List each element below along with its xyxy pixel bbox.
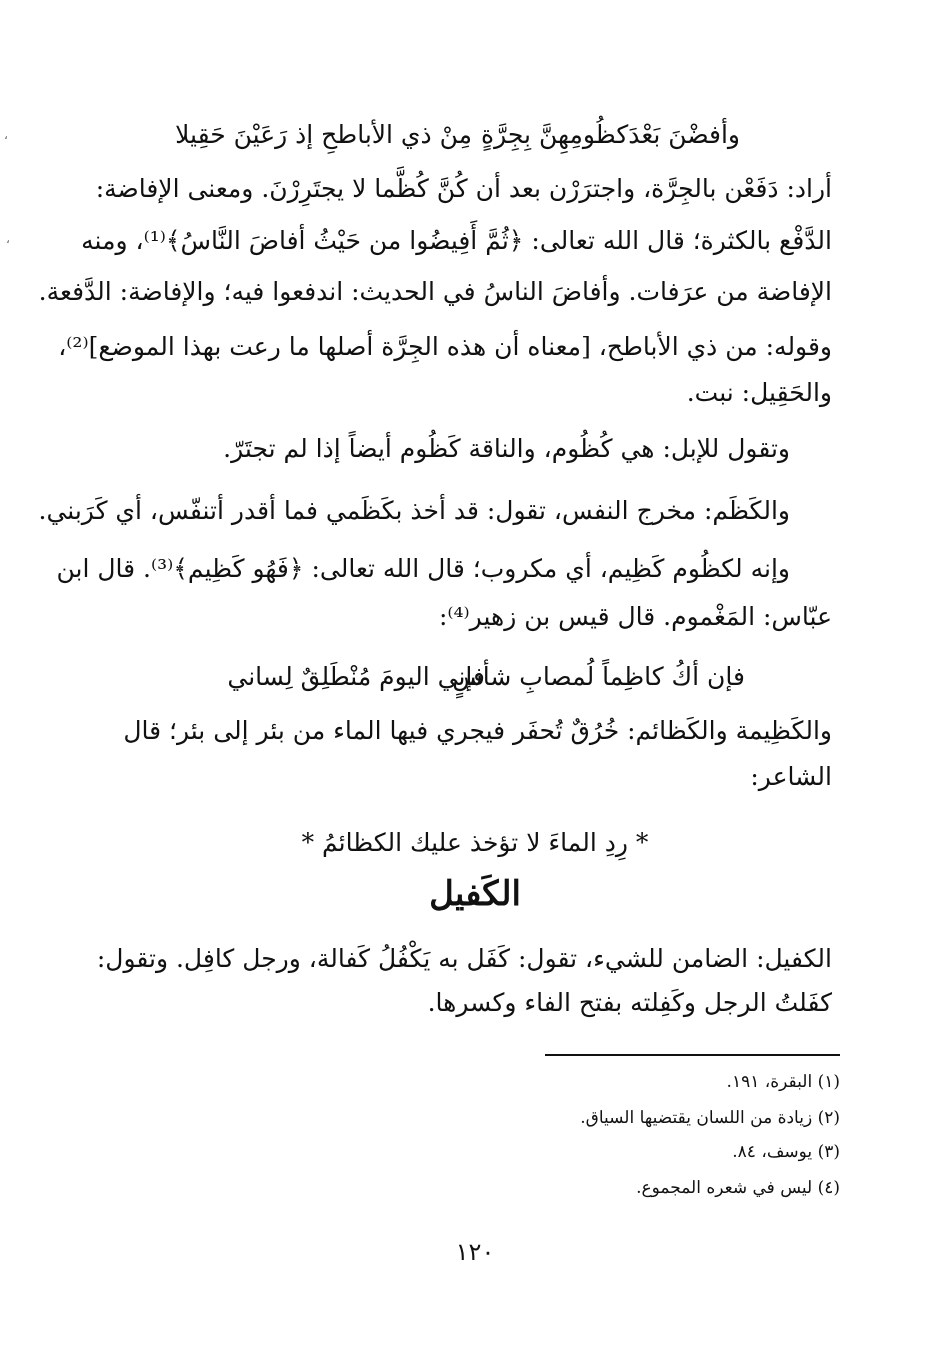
para1-line2: الدَّفْع بالكثرة؛ قال الله تعالى: ﴿ثُمَّ أَفِيضُوا من حَيْثُ أفاضَ النَّاسُ﴾⁽¹⁾، ومنه <box>81 226 832 255</box>
footnote-4: (٤) ليس في شعره المجموع. <box>636 1178 840 1198</box>
para2-line2: والحَقِيل: نبت. <box>686 378 832 407</box>
para6-line1: والكَظِيمة والكَظائم: خُرُقٌ تُحفَر فيجري فيها الماء من بئر إلى بئر؛ قال <box>123 716 832 745</box>
para6-line2: الشاعر: <box>750 762 832 791</box>
para1-line1: أراد: دَفَعْن بالجِرَّة، واجترَرْن بعد أن كُنَّ كُظَّما لا يجتَرِرْنَ. ومعنى الإفاضة: <box>95 174 832 203</box>
verse2-hemistich-right: فإن أكُ كاظِماً لُمصابِ شأسٍ <box>452 662 745 691</box>
para1-line3: الإفاضة من عرَفات. وأفاضَ الناسُ في الحديث: اندفعوا فيه؛ والإفاضة: الدَّفعة. <box>38 277 832 306</box>
section-heading: الكَفيل <box>429 874 521 914</box>
para3: وتقول للإبل: هي كُظُوم، والناقة كَظُوم أيضاً إذا لم تجتَرّ. <box>223 434 790 463</box>
footnote-divider <box>545 1054 840 1056</box>
para5-line2: عبّاس: المَغْموم. قال قيس بن زهير⁽⁴⁾: <box>438 602 832 631</box>
margin-mark: ، <box>4 128 8 142</box>
footnote-3: (٣) يوسف، ٨٤. <box>732 1142 840 1162</box>
verse2-hemistich-left: فإني اليومَ مُنْطَلِقٌ لِساني <box>227 662 485 691</box>
page-number: ١٢٠ <box>455 1238 495 1266</box>
verse1-hemistich-right: وأفضْنَ بَعْدَكظُومِهِنَّ بِجِرَّةٍ <box>481 120 740 149</box>
verse1-hemistich-left: مِنْ ذي الأباطحِ إذ رَعَيْنَ حَقِيلا <box>175 120 472 149</box>
para5-line1: وإنه لكظُوم كَظِيم، أي مكروب؛ قال الله تعالى: ﴿فَهُو كَظِيم﴾⁽³⁾. قال ابن <box>56 554 790 583</box>
para4: والكَظَم: مخرج النفس، تقول: قد أخذ بكَظَمي فما أقدر أتنفّس، أي كَرَبني. <box>38 496 790 525</box>
margin-mark: ، <box>6 232 10 246</box>
footnote-2: (٢) زيادة من اللسان يقتضيها السياق. <box>580 1108 840 1128</box>
footnote-1: (١) البقرة، ١٩١. <box>726 1072 840 1092</box>
para7-line1: الكفيل: الضامن للشيء، تقول: كَفَل به يَكْفُلُ كَفالة، ورجل كافِل. وتقول: <box>96 944 832 973</box>
para7-line2: كفَلتُ الرجل وكَفِلته بفتح الفاء وكسرها. <box>427 988 832 1017</box>
para2-line1: وقوله: من ذي الأباطح، [معناه أن هذه الجِرَّة أصلها ما رعت بهذا الموضع]⁽²⁾، <box>58 332 832 361</box>
verse3: * رِدِ الماءَ لا تؤخذ عليك الكظائمُ * <box>301 828 649 857</box>
